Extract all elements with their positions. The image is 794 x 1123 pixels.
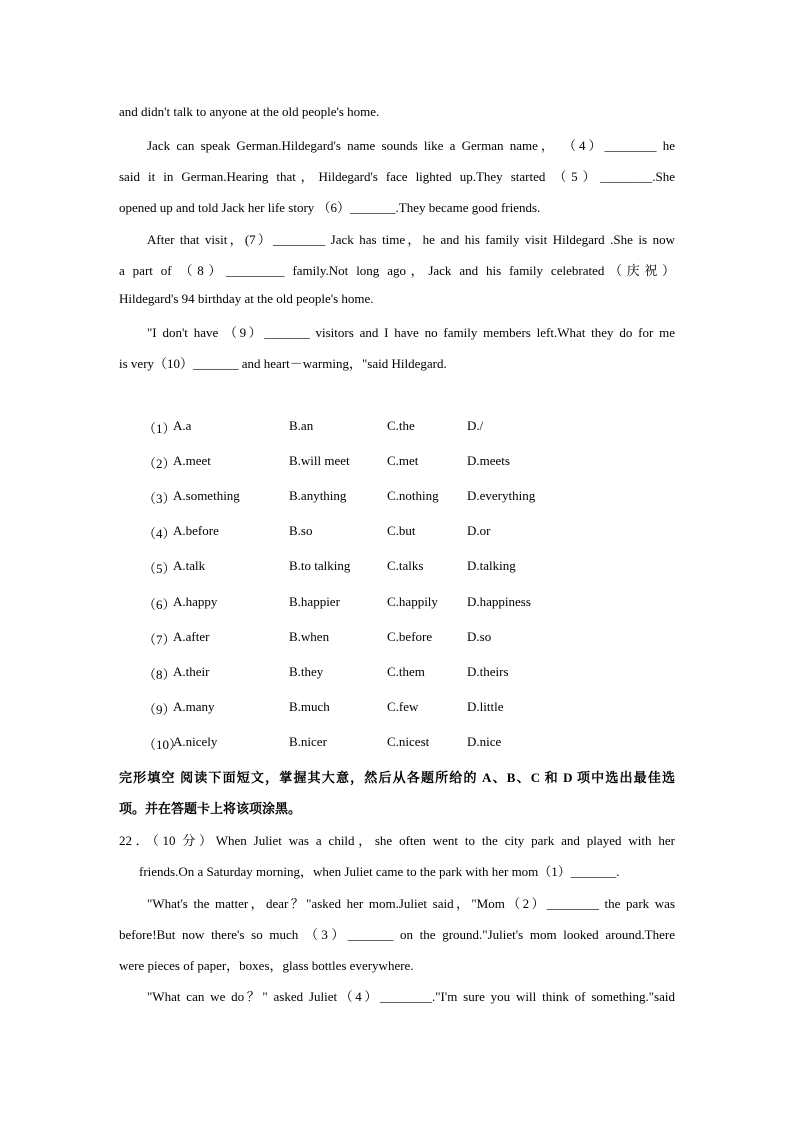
option-a: A.something (173, 488, 240, 503)
option-number: （2） (143, 456, 176, 471)
passage-line: Hildegard's 94 birthday at the old people's home. (119, 291, 374, 306)
option-number: （1） (143, 421, 176, 436)
option-a: A.happy (173, 594, 218, 609)
passage-line: Jack can speak German.Hildegard's name sounds like a German name， （4）________ he (147, 138, 675, 153)
option-a: A.after (173, 629, 210, 644)
option-c: C.talks (387, 558, 424, 573)
option-number: （7） (143, 632, 176, 647)
option-number: （6） (143, 597, 176, 612)
option-c: C.nothing (387, 488, 439, 503)
option-d: D.so (467, 629, 492, 644)
passage-line: were pieces of paper，boxes，glass bottles everywhere. (119, 958, 414, 973)
option-a: A.a (173, 418, 192, 433)
option-d: D.talking (467, 558, 516, 573)
option-c: C.few (387, 699, 419, 714)
option-d: D.happiness (467, 594, 531, 609)
passage-line: "What can we do？" asked Juliet（4）________."I'm sure you will think of something."said (147, 989, 675, 1004)
option-a: A.their (173, 664, 210, 679)
option-c: C.met (387, 453, 419, 468)
passage-line: After that visit，(7）________ Jack has time，he and his family visit Hildegard .She is now (147, 232, 675, 247)
passage-line: said it in German.Hearing that，Hildegard's face lighted up.They started （5）________.She (119, 169, 675, 184)
option-b: B.will meet (289, 453, 350, 468)
option-b: B.an (289, 418, 314, 433)
option-d: D.theirs (467, 664, 509, 679)
option-c: C.before (387, 629, 433, 644)
section-heading: 项。并在答题卡上将该项涂黑。 (119, 801, 302, 816)
option-c: C.nicest (387, 734, 430, 749)
option-a: A.many (173, 699, 215, 714)
option-number: （8） (143, 667, 176, 682)
option-b: B.they (289, 664, 324, 679)
option-b: B.much (289, 699, 330, 714)
option-b: B.to talking (289, 558, 351, 573)
option-c: C.happily (387, 594, 438, 609)
question-line: friends.On a Saturday morning，when Juliet came to the park with her mom（1）_______. (139, 864, 620, 879)
option-number: （5） (143, 561, 176, 576)
option-number: （10） (143, 737, 183, 752)
option-a: A.talk (173, 558, 206, 573)
option-b: B.happier (289, 594, 340, 609)
passage-line: "I don't have （9）_______ visitors and I have no family members left.What they do for me (147, 325, 675, 340)
option-d: D./ (467, 418, 484, 433)
passage-line: opened up and told Jack her life story （6）_______.They became good friends. (119, 200, 541, 215)
option-number: （9） (143, 702, 176, 717)
option-d: D.nice (467, 734, 502, 749)
question-line: 22．（10 分）When Juliet was a child，she often went to the city park and played with her (119, 833, 675, 848)
option-number: （4） (143, 526, 176, 541)
option-c: C.the (387, 418, 415, 433)
option-d: D.meets (467, 453, 510, 468)
option-a: A.meet (173, 453, 211, 468)
option-c: C.them (387, 664, 425, 679)
option-b: B.when (289, 629, 330, 644)
passage-line: and didn't talk to anyone at the old people's home. (119, 104, 380, 119)
option-d: D.little (467, 699, 504, 714)
option-d: D.everything (467, 488, 536, 503)
option-b: B.anything (289, 488, 347, 503)
passage-line: is very（10）_______ and heart－warming，"said Hildegard. (119, 356, 447, 371)
passage-line: "What's the matter，dear？"asked her mom.Juliet said，"Mom（2）________ the park was (147, 896, 675, 911)
option-a: A.nicely (173, 734, 218, 749)
option-d: D.or (467, 523, 491, 538)
option-b: B.nicer (289, 734, 327, 749)
option-number: （3） (143, 491, 176, 506)
section-heading: 完形填空 阅读下面短文，掌握其大意，然后从各题所给的 A、B、C 和 D 项中选出最佳选 (119, 770, 675, 785)
passage-line: before!But now there's so much （3）_______ on the ground."Juliet's mom looked around.There (119, 927, 675, 942)
option-b: B.so (289, 523, 313, 538)
option-a: A.before (173, 523, 219, 538)
option-c: C.but (387, 523, 416, 538)
passage-line: a part of （8）_________ family.Not long ago，Jack and his family celebrated（庆祝） (119, 263, 675, 278)
